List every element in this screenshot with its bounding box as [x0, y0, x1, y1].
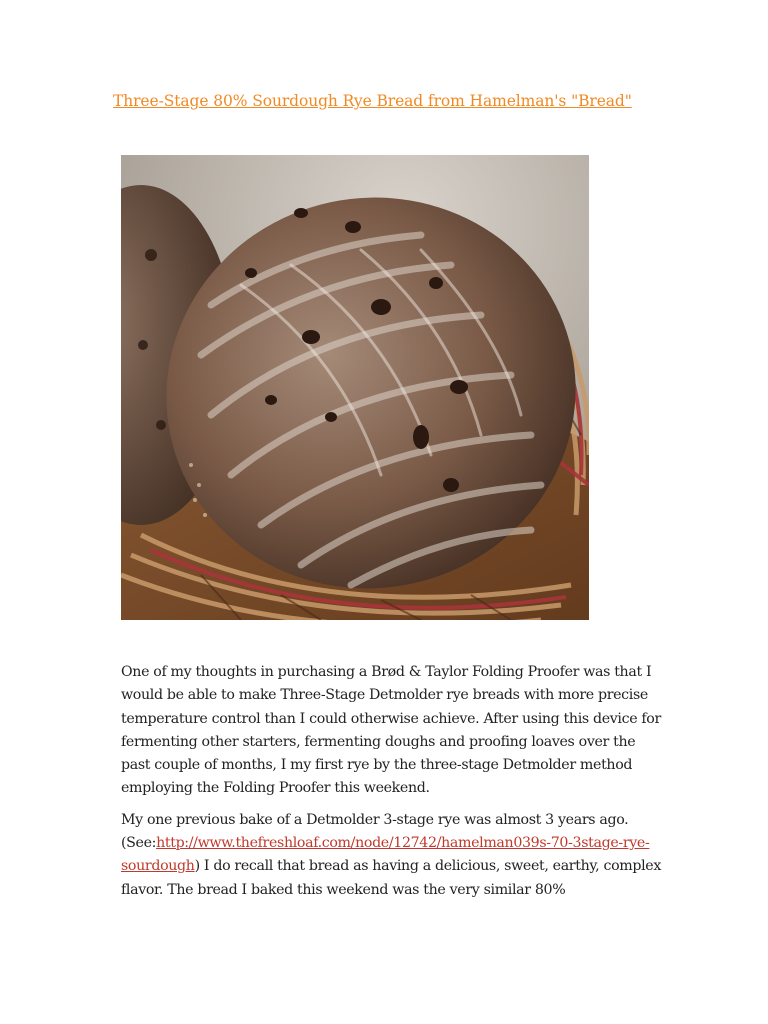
article-title-link[interactable]: Three-Stage 80% Sourdough Rye Bread from Hamelman's "Bread" [113, 92, 632, 110]
article-body [121, 661, 661, 910]
previous-bake-link[interactable]: http://www.thefreshloaf.com/node/12742/hamelman039s-70-3stage-rye-sourdough [121, 835, 650, 875]
paragraph-1: One of my thoughts in purchasing a Brød & Taylor Folding Proofer was that I would be able to make Three-Stage Detmolder rye breads with more precise temperature control than I could otherwise achieve. After using this device for fermenting other starters, fermenting doughs and proofing loaves over the past couple of months, I my first rye by the three-stage Detmolder method employing the Folding Proofer this weekend. [121, 664, 661, 797]
paragraph-2-text-end: ) I do recall that bread as having a delicious, sweet, earthy, complex flavor. The bread I baked this weekend was the very similar 80% [121, 858, 661, 898]
paragraph-2-text-start: My one previous bake of a Detmolder 3-stage rye was almost 3 years ago. (See: [121, 811, 629, 852]
rye-loaf-image [121, 155, 589, 620]
bread-photo [121, 155, 589, 620]
paragraph-2 [121, 809, 661, 902]
